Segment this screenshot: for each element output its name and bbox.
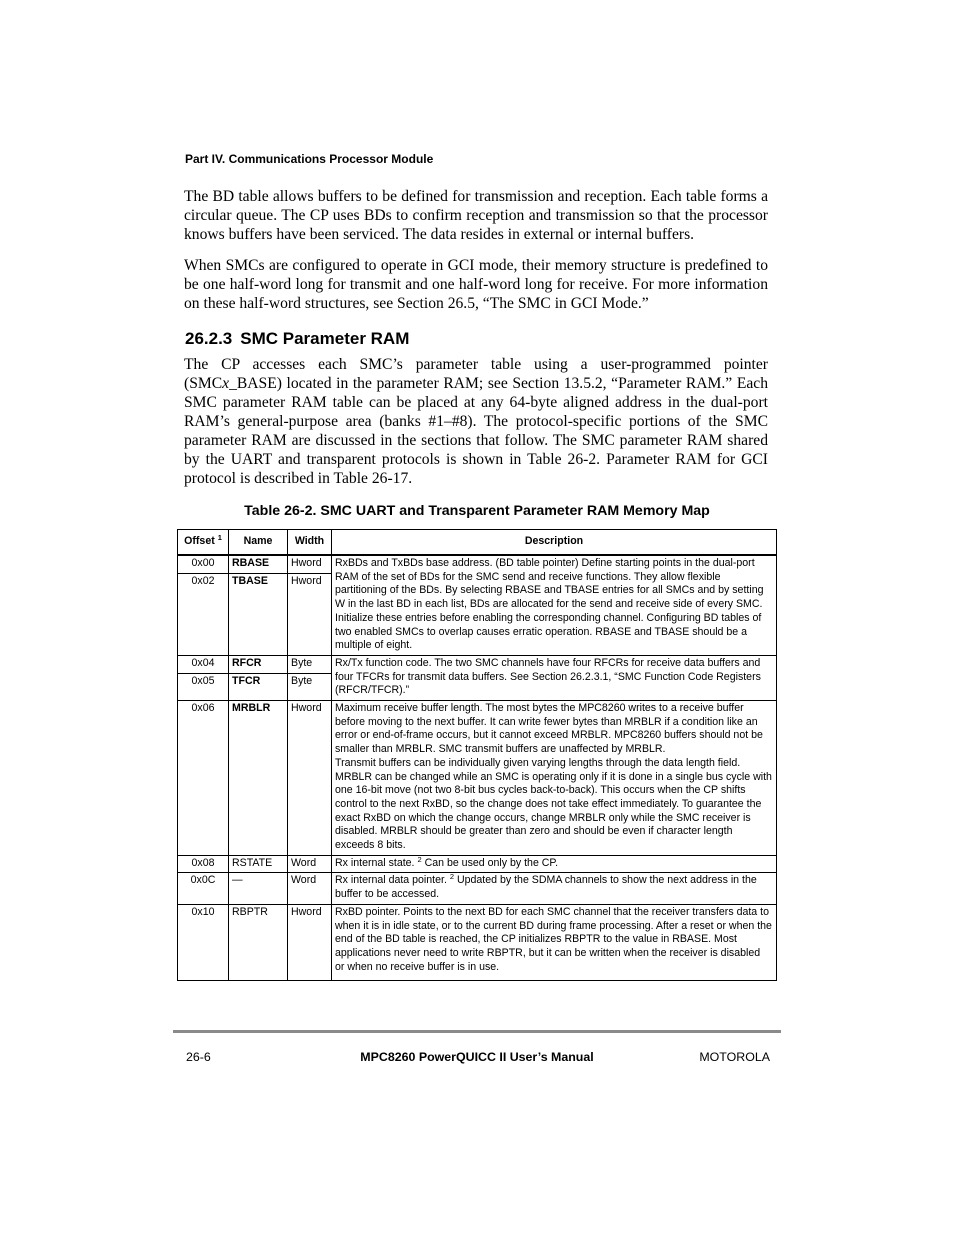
body-paragraph-parameter-ram: [184, 355, 768, 488]
table-row: [178, 904, 777, 980]
body-paragraph-gci-mode: When SMCs are configured to operate in GCI mode, their memory structure is predefined to be one half-word long for transmit and one half-word long for receive. For more information on these half-word structures, see Section 26.5, “The SMC in GCI Mode.”: [184, 257, 768, 312]
cell-width: Byte: [288, 674, 332, 701]
cell-name: MRBLR: [229, 701, 288, 856]
table-row: [178, 655, 777, 673]
offset-footnote-ref: 1: [217, 533, 222, 543]
mrblr-desc-3: MRBLR can be changed while an SMC is operating only if it is done in a single bus cycle with one 16-bit move (not two 8-bit bus cycles back-to-back). This occurs when the CP shifts control to the next RxBD, so the change does not take effect immediately. To guarantee the exact RxBD on which the change occurs, change MRBLR only while the SMC receiver is disabled. MRBLR should be greater than zero and should be even if character length exceeds 8 bits.: [335, 770, 772, 852]
cell-offset: 0x06: [178, 701, 229, 856]
section-number: 26.2.3: [185, 329, 233, 348]
mrblr-desc-1: Maximum receive buffer length. The most bytes the MPC8260 writes to a receive buffer before moving to the next buffer. It can write fewer bytes than MRBLR if a condition like an error or end-of-frame occurs, but it cannot exceed MRBLR. MPC8260 buffers should not be smaller than MRBLR. SMC transmit buffers are unaffected by MRBLR.: [335, 702, 763, 756]
cell-offset: 0x02: [178, 573, 229, 655]
cell-width: Byte: [288, 655, 332, 673]
p3-italic-x: x: [222, 375, 230, 392]
cell-offset: 0x10: [178, 904, 229, 980]
cell-name: RSTATE: [229, 855, 288, 873]
footnote-ref: 2: [417, 854, 422, 864]
cell-offset: 0x00: [178, 555, 229, 573]
section-title: SMC Parameter RAM: [240, 329, 410, 348]
cell-width: Hword: [288, 555, 332, 573]
footnote-ref: 2: [449, 872, 455, 882]
cell-name: TFCR: [229, 674, 288, 701]
table-row: [178, 701, 777, 856]
section-heading: [185, 329, 409, 349]
cell-name: RBPTR: [229, 904, 288, 980]
page-number: 26-6: [186, 1050, 211, 1064]
cell-offset: 0x04: [178, 655, 229, 673]
cell-name: RBASE: [229, 555, 288, 573]
parameter-ram-table: [177, 529, 777, 981]
table-caption: Table 26-2. SMC UART and Transparent Parameter RAM Memory Map: [244, 503, 710, 519]
table-header-row: [178, 530, 777, 556]
cell-width: Hword: [288, 904, 332, 980]
p3-text-end: _BASE) located in the parameter RAM; see Section 13.5.2, “Parameter RAM.” Each SMC parameter RAM table can be placed at any 64-byte aligned address in the dual-port RAM’s general-purpose area (banks #1–#8). The protocol-specific portions of the SMC parameter RAM are discussed in the sections that follow. The SMC parameter RAM shared by the UART and transparent protocols is shown in Table 26-2. Parameter RAM for GCI protocol is described in Table 26-17.: [184, 375, 768, 487]
cell-name: RFCR: [229, 655, 288, 673]
cell-description-mrblr: [332, 701, 777, 856]
cell-description-rstate: Rx internal state. $^2$ Can be used only by the CP.: [332, 855, 777, 873]
cell-width: Word: [288, 855, 332, 873]
p3-text-start: The CP accesses each SMC’s parameter table using a user-programmed pointer (SMC: [184, 356, 768, 392]
footer-rule: [173, 1030, 781, 1033]
running-head: Part IV. Communications Processor Module: [185, 152, 434, 166]
company-name: MOTOROLA: [699, 1050, 770, 1064]
cell-width: Word: [288, 873, 332, 904]
table-row: [178, 555, 777, 573]
cell-description-rbptr: RxBD pointer. Points to the next BD for each SMC channel that the receiver transfers data to when it is in idle state, or to the current BD during frame processing. After a reset or when the end of the BD table is reached, the CP initializes RBPTR to the value in RBASE. Most applications never need to write RBPTR, but it can be written when the receiver is disabled or when no receive buffer is in use.: [332, 904, 777, 980]
mrblr-desc-2: Transmit buffers can be individually given varying lengths through the data length field.: [335, 756, 741, 769]
cell-description-base: RxBDs and TxBDs base address. (BD table pointer) Define starting points in the dual-port RAM of the set of BDs for the SMC send and receive functions. They allow flexible partitioning of the BDs. By selecting RBASE and TBASE entries for all SMCs and by setting W in the last BD in each list, BDs are allocated for the send and receive side of every SMC. Initialize these entries before enabling the corresponding channel. Configuring BD tables of two enabled SMCs to overlap causes erratic operation. RBASE and TBASE should be a multiple of eight.: [332, 555, 777, 655]
body-paragraph-bd-table: The BD table allows buffers to be defined for transmission and reception. Each table forms a circular queue. The CP uses BDs to confirm reception and transmission so that the processor knows buffers have been serviced. The data resides in external or internal buffers.: [184, 188, 768, 243]
header-offset: Offset $^1$: [178, 530, 229, 556]
cell-description-rx-data-pointer: Rx internal data pointer. $^2$ Updated by the SDMA channels to show the next address in the buffer to be accessed.: [332, 873, 777, 904]
cell-name: TBASE: [229, 573, 288, 655]
table-row: [178, 873, 777, 904]
manual-title: MPC8260 PowerQUICC II User’s Manual: [360, 1050, 594, 1064]
cell-width: Hword: [288, 573, 332, 655]
cell-offset: 0x05: [178, 674, 229, 701]
cell-name: —: [229, 873, 288, 904]
cell-offset: 0x08: [178, 855, 229, 873]
table-row: [178, 855, 777, 873]
header-description: Description: [332, 530, 777, 556]
header-name: Name: [229, 530, 288, 556]
header-width: Width: [288, 530, 332, 556]
cell-width: Hword: [288, 701, 332, 856]
cell-offset: 0x0C: [178, 873, 229, 904]
cell-description-fcr: Rx/Tx function code. The two SMC channels have four RFCRs for receive data buffers and four TFCRs for transmit data buffers. See Section 26.2.3.1, “SMC Function Code Registers (RFCR/TFCR).”: [332, 655, 777, 700]
